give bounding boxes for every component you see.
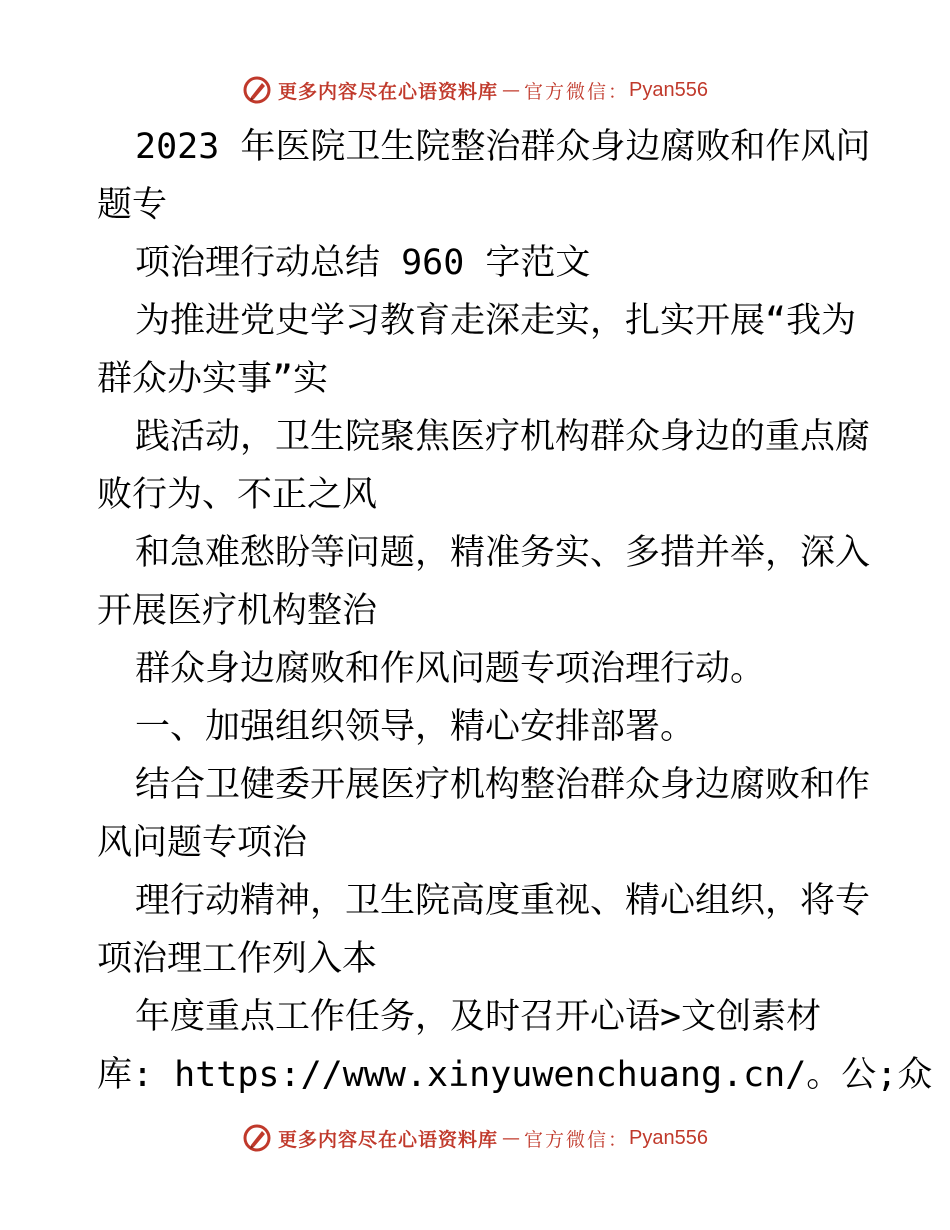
header-banner: [0, 70, 950, 110]
footer-wechat-label: 官方微信：: [524, 1128, 630, 1151]
title-line-3: 项治理行动总结 960 字范文: [135, 243, 591, 283]
paragraph-line: 和急难愁盼等问题，精准务实、多措并举，深入: [135, 533, 871, 573]
header-banner-text: 更多内容尽在心语资料库: [278, 80, 499, 103]
pen-logo-icon: [242, 1123, 272, 1153]
section-heading: 一、加强组织领导，精心安排部署。: [135, 707, 696, 747]
paragraph-line: 开展医疗机构整治: [97, 591, 378, 631]
paragraph-line: 风问题专项治: [97, 823, 308, 863]
paragraph-line: 群众办实事”实: [97, 359, 329, 399]
paragraph-line: 群众身边腐败和作风问题专项治理行动。: [135, 649, 766, 689]
pen-logo-icon: [242, 75, 272, 105]
paragraph-line: 结合卫健委开展医疗机构整治群众身边腐败和作: [135, 765, 871, 805]
paragraph-line: 年度重点工作任务，及时召开心语>文创素材: [135, 997, 822, 1037]
paragraph-line: 理行动精神，卫生院高度重视、精心组织，将专: [135, 881, 871, 921]
header-wechat-label: 官方微信：: [524, 80, 630, 103]
header-wechat-id: Pyan556: [629, 78, 708, 101]
title-line-2: 题专: [97, 185, 168, 225]
paragraph-line-with-url: 库: https://www.xinyuwenchuang.cn/。公;众: [97, 1055, 933, 1095]
header-banner-dash: —: [502, 79, 521, 101]
footer-banner: [0, 1118, 950, 1158]
footer-banner-dash: —: [502, 1127, 521, 1149]
document-body: [97, 118, 933, 1104]
title-line-1: 2023 年医院卫生院整治群众身边腐败和作风问: [135, 127, 871, 167]
paragraph-line: 为推进党史学习教育走深走实，扎实开展“我为: [135, 301, 857, 341]
paragraph-line: 败行为、不正之风: [97, 475, 378, 515]
paragraph-line: 践活动，卫生院聚焦医疗机构群众身边的重点腐: [135, 417, 871, 457]
footer-banner-text: 更多内容尽在心语资料库: [278, 1128, 499, 1151]
paragraph-line: 项治理工作列入本: [97, 939, 378, 979]
footer-wechat-id: Pyan556: [629, 1126, 708, 1149]
